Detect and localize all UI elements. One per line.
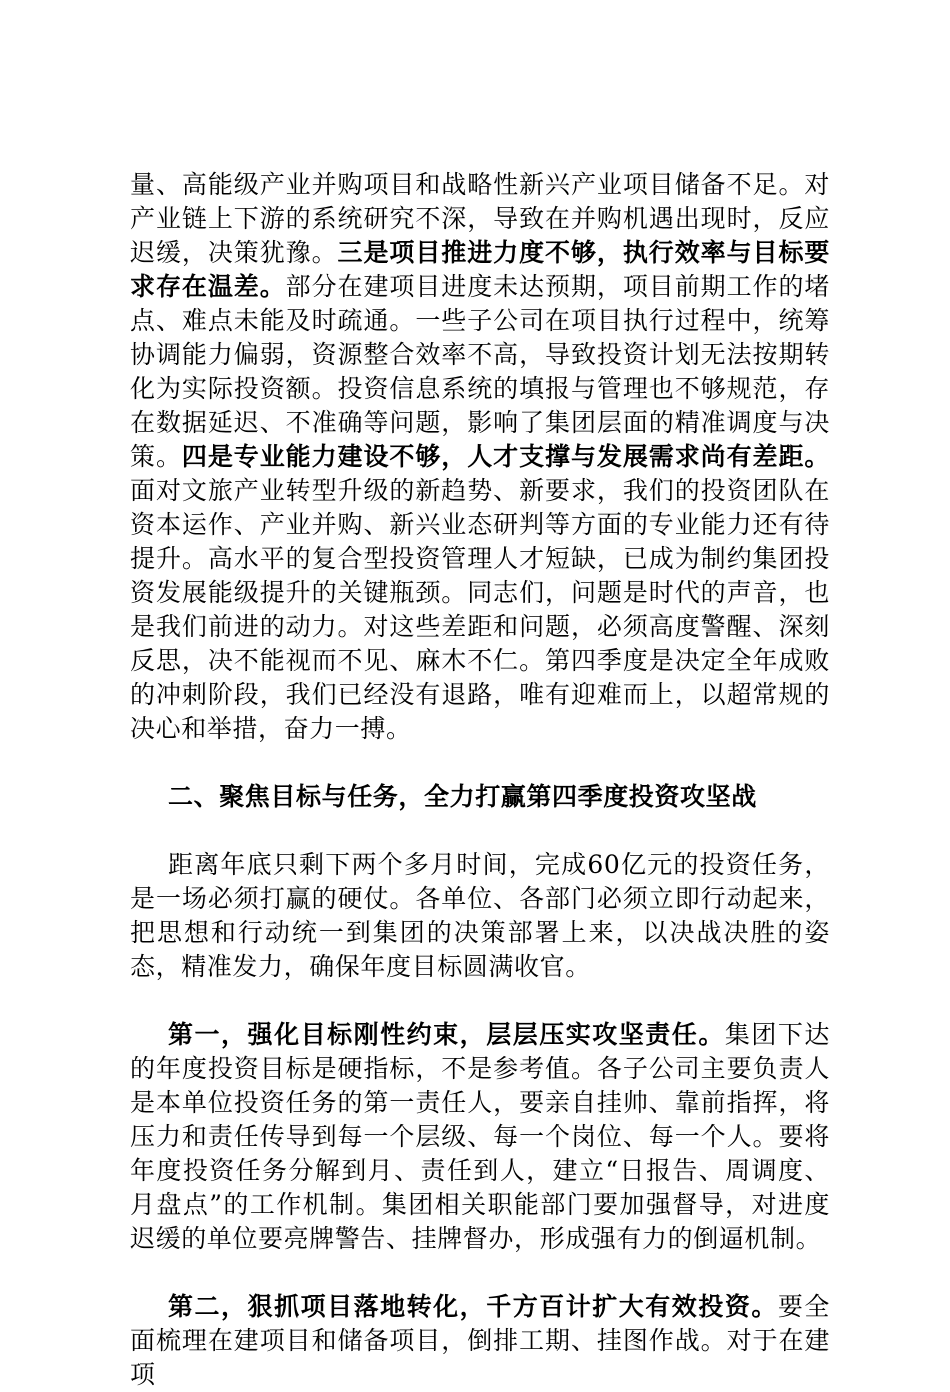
point-three-heading: 三是项目推进力度不够，执行效率与目标要求存在温差。 (130, 238, 830, 301)
section-heading: 二、聚焦目标与任务，全力打赢第四季度投资攻坚战 (168, 782, 757, 811)
paragraph-text: 集团下达的年度投资目标是硬指标，不是参考值。各子公司主要负责人是本单位投资任务的第一责任人，要亲自挂帅、靠前指挥，将压力和责任传导到每一个层级、每一个岗位、每一个人。要将年度投资任务分解到月、责任到人，建立“日报告、周调度、月盘点”的工作机制。集团相关职能部门要加强督导，对进度迟缓的单位要亮牌警告、挂牌督办，形成强有力的倒逼机制。 (130, 1020, 830, 1253)
document-page (130, 168, 830, 1392)
paragraph-text: 部分在建项目进度未达预期，项目前期工作的堵点、难点未能及时疏通。一些子公司在项目执行过程中，统筹协调能力偏弱，资源整合效率不高，导致投资计划无法按期转化为实际投资额。投资信息系统的填报与管理也不够规范，存在数据延迟、不准确等问题，影响了集团层面的精准调度与决策。 (130, 272, 830, 471)
paragraph-intro: 距离年底只剩下两个多月时间，完成60亿元的投资任务，是一场必须打赢的硬仗。各单位、各部门必须立即行动起来，把思想和行动统一到集团的决策部署上来，以决战决胜的姿态，精准发力，确保年度目标圆满收官。 (130, 850, 830, 981)
point-four-heading: 四是专业能力建设不够，人才支撑与发展需求尚有差距。 (181, 442, 830, 471)
paragraph-text: 量、高能级产业并购项目和战略性新兴产业项目储备不足。对产业链上下游的系统研究不深，导致在并购机遇出现时，反应迟缓，决策犹豫。 (130, 170, 830, 267)
second-measure-heading: 第二，狠抓项目落地转化，千方百计扩大有效投资。 (168, 1292, 778, 1321)
paragraph-gap (130, 814, 830, 848)
paragraph-first-measure (130, 1018, 830, 1256)
paragraph-gap (130, 746, 830, 780)
first-measure-heading: 第一，强化目标刚性约束，层层压实攻坚责任。 (168, 1020, 725, 1049)
paragraph-gap (130, 1256, 830, 1290)
paragraph-text: 面对文旅产业转型升级的新趋势、新要求，我们的投资团队在资本运作、产业并购、新兴业态研判等方面的专业能力还有待提升。高水平的复合型投资管理人才短缺，已成为制约集团投资发展能级提升的关键瓶颈。同志们，问题是时代的声音，也是我们前进的动力。对这些差距和问题，必须高度警醒、深刻反思，决不能视而不见、麻木不仁。第四季度是决定全年成败的冲刺阶段，我们已经没有退路，唯有迎难而上，以超常规的决心和举措，奋力一搏。 (130, 476, 830, 743)
paragraph-text: 要全面梳理在建项目和储备项目，倒排工期、挂图作战。对于在建项 (130, 1292, 830, 1389)
paragraph-gap (130, 984, 830, 1018)
paragraph-second-measure (130, 1290, 830, 1392)
paragraph-problems (130, 168, 830, 746)
